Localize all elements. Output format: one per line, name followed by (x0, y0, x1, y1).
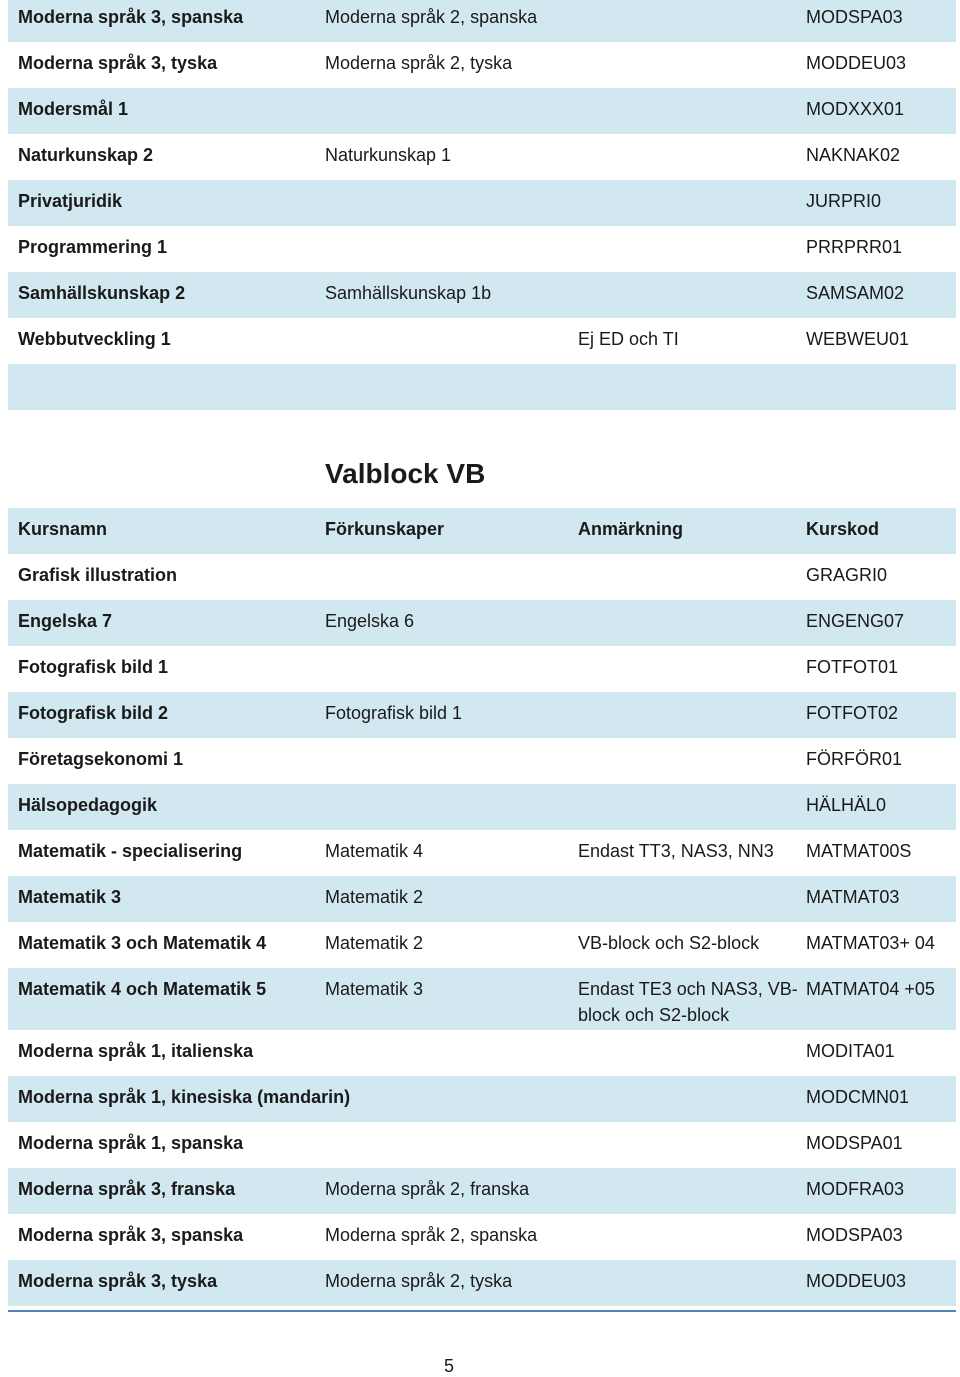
course-code: JURPRI0 (806, 191, 882, 211)
course-name: Företagsekonomi 1 (18, 749, 184, 769)
course-code: FOTFOT01 (806, 657, 899, 677)
course-name: Engelska 7 (18, 611, 113, 631)
course-name: Modersmål 1 (18, 99, 129, 119)
section-title: Valblock VB (325, 458, 486, 489)
prerequisites: Moderna språk 2, franska (325, 1179, 530, 1199)
course-code: NAKNAK02 (806, 145, 901, 165)
prerequisites: Matematik 4 (325, 841, 424, 861)
table-row (8, 318, 956, 364)
course-code: MATMAT04 +05 (806, 979, 935, 999)
course-name: Matematik 3 (18, 887, 122, 907)
remark: Endast TT3, NAS3, NN3 (578, 841, 774, 861)
course-code: MODCMN01 (806, 1087, 910, 1107)
table-row (8, 42, 956, 88)
table-row (8, 692, 956, 738)
prerequisites: Fotografisk bild 1 (325, 703, 463, 723)
header-course-code: Kurskod (806, 519, 880, 539)
header-prerequisites: Förkunskaper (325, 519, 445, 539)
table-bottom-rule (8, 1310, 956, 1312)
course-code: FOTFOT02 (806, 703, 899, 723)
course-code: MATMAT03 (806, 887, 900, 907)
course-name: Moderna språk 1, spanska (18, 1133, 244, 1153)
table-row (8, 554, 956, 600)
table-row (8, 600, 956, 646)
table-row (8, 180, 956, 226)
prerequisites: Matematik 2 (325, 887, 424, 907)
course-name: Programmering 1 (18, 237, 168, 257)
prerequisites: Moderna språk 2, tyska (325, 1271, 513, 1291)
table-row (8, 922, 956, 968)
header-course-name: Kursnamn (18, 519, 108, 539)
table-row (8, 226, 956, 272)
course-name: Moderna språk 1, kinesiska (mandarin) (18, 1087, 351, 1107)
course-code: MODSPA03 (806, 7, 903, 27)
course-code: MODITA01 (806, 1041, 895, 1061)
course-name: Privatjuridik (18, 191, 123, 211)
table-header-row (8, 508, 956, 554)
prerequisites: Samhällskunskap 1b (325, 283, 492, 303)
course-name: Moderna språk 3, tyska (18, 1271, 218, 1291)
course-code: MATMAT00S (806, 841, 912, 861)
course-name: Matematik 3 och Matematik 4 (18, 933, 267, 953)
remark: VB-block och S2-block (578, 933, 760, 953)
course-name: Moderna språk 3, franska (18, 1179, 236, 1199)
top-course-table (8, 0, 956, 410)
course-code: MATMAT03+ 04 (806, 933, 935, 953)
course-name: Fotografisk bild 1 (18, 657, 169, 677)
table-row (8, 134, 956, 180)
course-name: Naturkunskap 2 (18, 145, 154, 165)
course-code: MODDEU03 (806, 1271, 907, 1291)
table-row (8, 1168, 956, 1214)
course-code: MODDEU03 (806, 53, 907, 73)
course-code: MODXXX01 (806, 99, 905, 119)
table-row (8, 1122, 956, 1168)
table-row (8, 1214, 956, 1260)
table-row (8, 0, 956, 42)
prerequisites: Moderna språk 2, spanska (325, 7, 538, 27)
course-name: Matematik 4 och Matematik 5 (18, 979, 267, 999)
table-row (8, 1030, 956, 1076)
table-row (8, 1076, 956, 1122)
course-name: Moderna språk 3, spanska (18, 7, 244, 27)
course-name: Moderna språk 3, spanska (18, 1225, 244, 1245)
table-row (8, 876, 956, 922)
table-row (8, 968, 956, 1030)
course-code: ENGENG07 (806, 611, 905, 631)
remark: Endast TE3 och NAS3, VB-block och S2-block (578, 979, 798, 1025)
course-name: Moderna språk 3, tyska (18, 53, 218, 73)
table-row (8, 738, 956, 784)
prerequisites: Moderna språk 2, tyska (325, 53, 513, 73)
table-row (8, 646, 956, 692)
course-code: FÖRFÖR01 (806, 749, 903, 769)
prerequisites: Matematik 2 (325, 933, 424, 953)
prerequisites: Engelska 6 (325, 611, 415, 631)
prerequisites: Matematik 3 (325, 979, 424, 999)
course-code: PRRPRR01 (806, 237, 903, 257)
table-row (8, 272, 956, 318)
course-name: Fotografisk bild 2 (18, 703, 169, 723)
course-name: Grafisk illustration (18, 565, 178, 585)
page-number: 5 (444, 1356, 455, 1376)
course-name: Samhällskunskap 2 (18, 283, 186, 303)
course-code: MODSPA01 (806, 1133, 903, 1153)
course-name: Webbutveckling 1 (18, 329, 171, 349)
course-name: Moderna språk 1, italienska (18, 1041, 254, 1061)
vb-course-table (8, 508, 956, 1306)
table-row (8, 88, 956, 134)
table-row (8, 1260, 956, 1306)
course-code: MODSPA03 (806, 1225, 903, 1245)
course-code: SAMSAM02 (806, 283, 905, 303)
course-code: GRAGRI0 (806, 565, 888, 585)
course-name: Matematik - specialisering (18, 841, 243, 861)
prerequisites: Moderna språk 2, spanska (325, 1225, 538, 1245)
course-name: Hälsopedagogik (18, 795, 158, 815)
empty-row (8, 364, 956, 410)
table-row (8, 830, 956, 876)
table-row (8, 784, 956, 830)
prerequisites: Naturkunskap 1 (325, 145, 452, 165)
course-code: WEBWEU01 (806, 329, 910, 349)
remark: Ej ED och TI (578, 329, 679, 349)
header-remark: Anmärkning (578, 519, 684, 539)
course-code: HÄLHÄL0 (806, 795, 887, 815)
course-code: MODFRA03 (806, 1179, 905, 1199)
